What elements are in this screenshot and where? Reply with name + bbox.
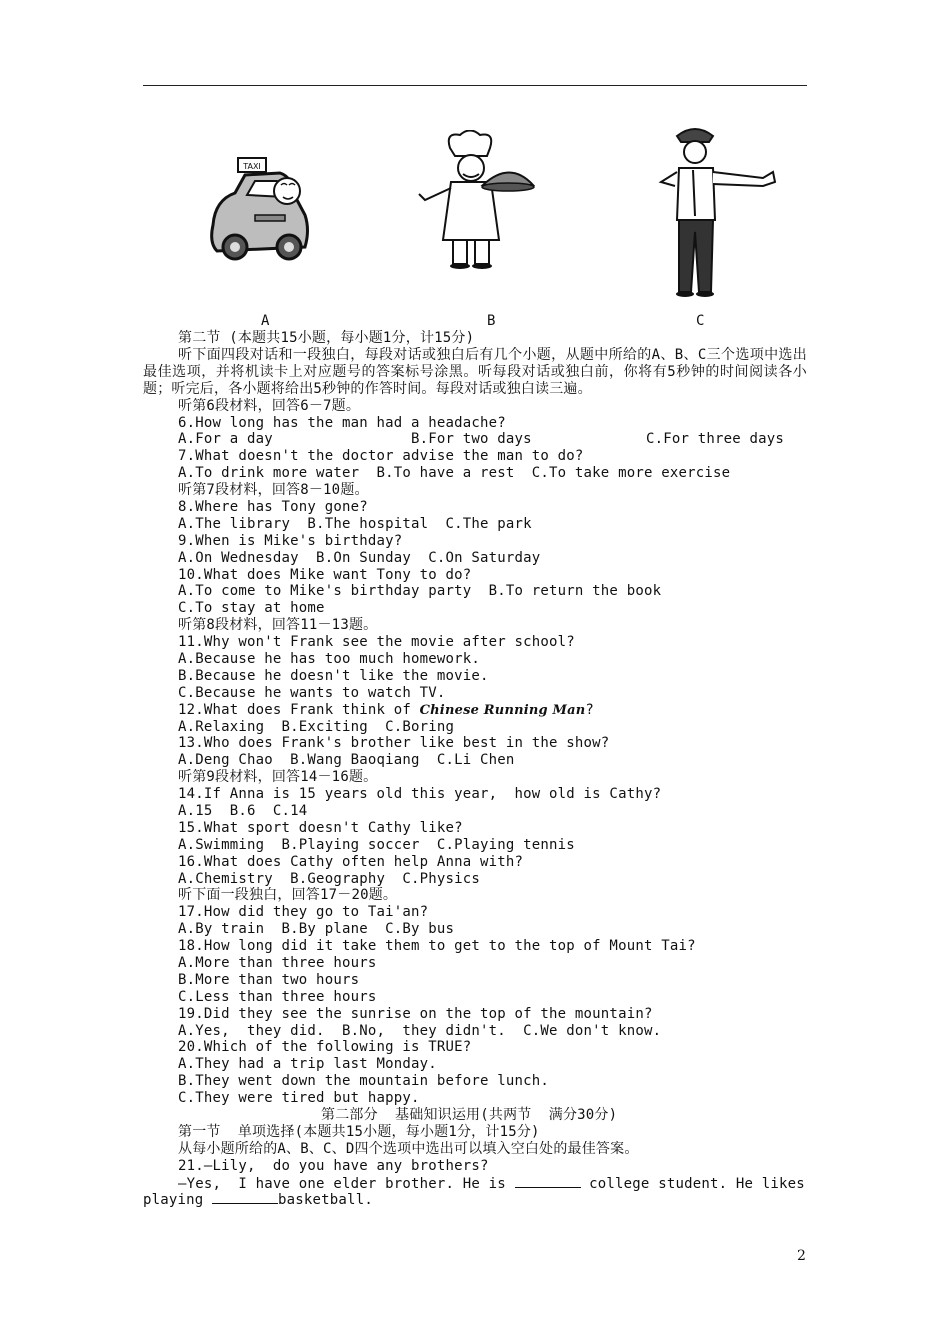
question-11-option-c: C.Because he wants to watch TV. bbox=[178, 684, 446, 701]
section2-title: 第二节 (本题共15小题，每小题1分，计15分) bbox=[178, 330, 475, 346]
question-9-options: A.On Wednesday B.On Sunday C.On Saturday bbox=[178, 549, 541, 566]
question-9: 9.When is Mike's birthday? bbox=[178, 532, 403, 549]
question-21-continued-end: basketball. bbox=[278, 1192, 373, 1209]
question-16-options: A.Chemistry B.Geography C.Physics bbox=[178, 870, 481, 887]
chef-picture bbox=[415, 130, 535, 270]
question-12-mark: ? bbox=[585, 701, 595, 718]
question-13: 13.Who does Frank's brother like best in the show? bbox=[178, 735, 610, 752]
question-19: 19.Did they see the sunrise on the top of the mountain? bbox=[178, 1005, 653, 1022]
question-16: 16.What does Cathy often help Anna with? bbox=[178, 853, 524, 870]
answer-blank-2[interactable] bbox=[212, 1191, 278, 1204]
question-11-option-a: A.Because he has too much homework. bbox=[178, 650, 481, 667]
part2-section1-title: 第一节 单项选择(本题共15小题，每小题1分，计15分) bbox=[178, 1123, 540, 1140]
option-6c: C.For three days bbox=[646, 431, 785, 448]
question-14: 14.If Anna is 15 years old this year, how old is Cathy? bbox=[178, 786, 662, 803]
question-10-options-ab: A.To come to Mike's birthday party B.To return the book bbox=[178, 583, 662, 600]
material-6-heading: 听第6段材料，回答6－7题。 bbox=[178, 397, 361, 414]
question-20-option-c: C.They were tired but happy. bbox=[178, 1090, 420, 1107]
picture-row bbox=[0, 120, 950, 315]
monologue-heading: 听下面一段独白，回答17－20题。 bbox=[178, 887, 398, 904]
question-12-text: 12.What does Frank think of bbox=[178, 701, 420, 718]
question-21-continued-start: playing bbox=[143, 1192, 213, 1209]
question-17: 17.How did they go to Tai'an? bbox=[178, 904, 429, 921]
answer-blank-1[interactable] bbox=[515, 1175, 581, 1188]
question-21-reply-end: college student. He likes bbox=[580, 1175, 805, 1192]
question-10: 10.What does Mike want Tony to do? bbox=[178, 566, 472, 583]
question-11: 11.Why won't Frank see the movie after school? bbox=[178, 634, 575, 651]
question-18-option-a: A.More than three hours bbox=[178, 955, 377, 971]
option-6a: A.For a day bbox=[178, 431, 273, 448]
question-15: 15.What sport doesn't Cathy like? bbox=[178, 819, 463, 836]
question-8-options: A.The library B.The hospital C.The park bbox=[178, 515, 532, 532]
question-21-continued bbox=[143, 1191, 807, 1208]
part2-title: 第二部分 基础知识运用(共两节 满分30分) bbox=[321, 1107, 618, 1124]
question-8: 8.Where has Tony gone? bbox=[178, 498, 368, 515]
picture-label-a: A bbox=[261, 313, 270, 329]
header-rule bbox=[143, 85, 807, 86]
question-10-option-c: C.To stay at home bbox=[178, 600, 325, 617]
question-18: 18.How long did it take them to get to the top of Mount Tai? bbox=[178, 938, 696, 955]
question-19-options: A.Yes, they did. B.No, they didn't. C.We don't know. bbox=[178, 1022, 662, 1039]
page-number: 2 bbox=[797, 1248, 806, 1264]
show-title: Chinese Running Man bbox=[419, 702, 586, 718]
question-7: 7.What doesn't the doctor advise the man to do? bbox=[178, 448, 584, 465]
material-7-heading: 听第7段材料，回答8－10题。 bbox=[178, 482, 369, 499]
picture-label-c: C bbox=[696, 313, 705, 329]
taxi-sign: TAXI bbox=[243, 162, 261, 171]
taxi-driver-picture bbox=[205, 155, 315, 265]
question-20-option-b: B.They went down the mountain before lunch. bbox=[178, 1073, 550, 1090]
material-9-heading: 听第9段材料，回答14－16题。 bbox=[178, 769, 378, 786]
question-20-option-a: A.They had a trip last Monday. bbox=[178, 1056, 437, 1073]
question-21-reply-start: —Yes, I have one elder brother. He is bbox=[178, 1175, 515, 1192]
exam-content bbox=[143, 330, 807, 1208]
question-20: 20.Which of the following is TRUE? bbox=[178, 1039, 472, 1056]
question-7-options: A.To drink more water B.To have a rest C.To take more exercise bbox=[178, 465, 731, 482]
part2-instructions: 从每小题所给的A、B、C、D四个选项中选出可以填入空白处的最佳答案。 bbox=[178, 1140, 639, 1157]
question-18-option-c: C.Less than three hours bbox=[178, 988, 377, 1005]
question-6-options bbox=[143, 431, 807, 448]
picture-label-b: B bbox=[487, 313, 496, 329]
police-officer-picture bbox=[655, 120, 780, 300]
section2-instructions: 听下面四段对话和一段独白，每段对话或独白后有几个小题，从题中所给的A、B、C三个选项中选出最佳选项，并将机读卡上对应题号的答案标号涂黑。听每段对话或独白前，你将有5秒钟的时间阅读各小题；听完后，各小题将给出5秒钟的作答时间。每段对话或独白读三遍。 bbox=[143, 346, 807, 397]
question-21: 21.—Lily, do you have any brothers? bbox=[178, 1157, 489, 1174]
question-15-options: A.Swimming B.Playing soccer C.Playing tennis bbox=[178, 836, 575, 853]
option-6b: B.For two days bbox=[411, 431, 532, 448]
question-6: 6.How long has the man had a headache? bbox=[178, 414, 506, 431]
question-21-reply bbox=[143, 1175, 807, 1192]
question-14-options: A.15 B.6 C.14 bbox=[178, 802, 308, 819]
question-18-option-b: B.More than two hours bbox=[178, 971, 360, 988]
question-17-options: A.By train B.By plane C.By bus bbox=[178, 921, 455, 938]
question-11-option-b: B.Because he doesn't like the movie. bbox=[178, 667, 489, 684]
material-8-heading: 听第8段材料，回答11－13题。 bbox=[178, 617, 378, 634]
question-12-options: A.Relaxing B.Exciting C.Boring bbox=[178, 718, 455, 735]
question-13-options: A.Deng Chao B.Wang Baoqiang C.Li Chen bbox=[178, 752, 515, 769]
question-12 bbox=[143, 702, 807, 719]
